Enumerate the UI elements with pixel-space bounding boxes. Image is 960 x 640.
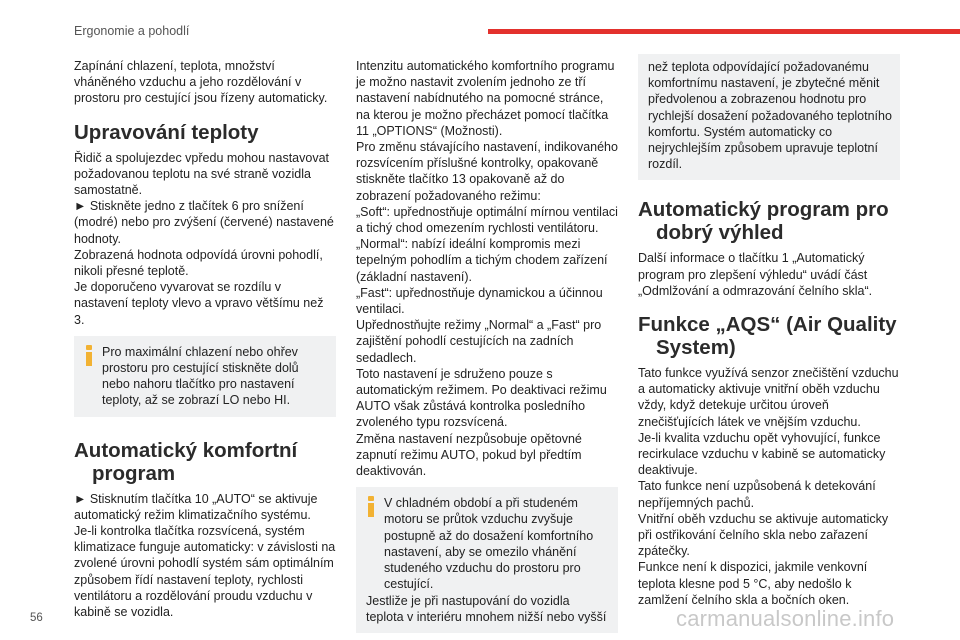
note-text: V chladném období a při studeném motoru se průtok vzduchu zvyšuje postupně až do dosažení komfortního nastavení, aby se omezilo vhánění studeného vzduchu do prostoru pro cestující. bbox=[384, 496, 594, 592]
note-text-continued: Jestliže je při nastupování do vozidla teplota v interiéru mnohem nižší nebo vyšší bbox=[366, 593, 607, 624]
column-middle bbox=[356, 58, 618, 633]
auto-paragraph-2: Je-li kontrolka tlačítka rozsvícená, systém klimatizace funguje automaticky: v závislosti na zvolené úrovni pohodlí systém sám optimálním způsobem řídí nastavení teploty, rychlosti ventilátoru a rozdělování proudu vzduchu v kabině se vozidla. bbox=[74, 524, 336, 620]
chapter-accent-bar bbox=[488, 29, 960, 34]
aqs-paragraph-2: Je-li kvalita vzduchu opět vyhovující, funkce recirkulace vzduchu v kabině se automaticky deaktivuje. bbox=[638, 430, 886, 478]
auto-paragraph-1: ► Stisknutím tlačítka 10 „AUTO“ se aktivuje automatický režim klimatizačního systému. bbox=[74, 491, 318, 522]
temp-paragraph-4: Je doporučeno vyvarovat se rozdílu v nastavení teploty vlevo a vpravo většímu než 3. bbox=[74, 280, 324, 327]
note-text: než teplota odpovídající požadovanému komfortnímu nastavení, je zbytečné měnit předvolenou a zobrazenou hodnotu pro rychlejší dosažení požadovaného teplotního komfortu. Systém automaticky co nejrychlejším způsobem upravuje teplotní rozdíl. bbox=[648, 60, 892, 172]
aqs-paragraph-4: Vnitřní oběh vzduchu se aktivuje automaticky při ostřikování čelního skla nebo zařazení zpátečky. bbox=[638, 511, 889, 559]
info-note-max-cooling bbox=[74, 336, 336, 417]
heading-temperature: Upravování teploty bbox=[74, 120, 259, 144]
column-left bbox=[74, 58, 336, 620]
visibility-paragraph: Další informace o tlačítku 1 „Automatický program pro zlepšení výhledu“ uvádí část „Odmlžování a odmrazování čelního skla“. bbox=[638, 251, 873, 298]
temp-paragraph-1: Řidič a spolujezdec vpředu mohou nastavovat požadovanou teplotu na své straně vozidla samostatně. bbox=[74, 150, 330, 198]
temp-paragraph-2: ► Stiskněte jedno z tlačítek 6 pro snížení (modré) nebo pro zvýšení (červené) nastavené hodnoty. bbox=[74, 199, 334, 246]
aqs-paragraph-1: Tato funkce využívá senzor znečištění vzduchu a automaticky aktivuje vnitřní oběh vzduchu vždy, když detekuje určitou úroveň znečišťujících látek ve vnějším vzduchu. bbox=[638, 366, 899, 429]
note-text: Pro maximální chlazení nebo ohřev prostoru pro cestující stiskněte dolů nebo nahoru tlačítko pro nastavení teploty, až se zobrazí LO nebo HI. bbox=[102, 344, 299, 408]
chapter-title: Ergonomie a pohodlí bbox=[74, 24, 190, 38]
temp-paragraph-3: Zobrazená hodnota odpovídá úrovni pohodlí, nikoli přesné teplotě. bbox=[74, 247, 323, 279]
auto-only-paragraph: Toto nastavení je sdruženo pouze s automatickým režimem. Po deaktivaci režimu AUTO však zůstává kontrolka posledního zvoleného typu rozsvícená. bbox=[356, 366, 607, 430]
intro-paragraph: Zapínání chlazení, teplota, množství vháněného vzduchu a jeho rozdělování v prostoru pro cestující jsou řízeny automaticky. bbox=[74, 59, 328, 106]
info-icon bbox=[84, 345, 94, 367]
change-mode-paragraph: Pro změnu stávajícího nastavení, indikovaného rozsvícením příslušné kontrolky, opakovaně stiskněte tlačítko 13 opakovaně až do zobrazení požadovaného režimu: bbox=[356, 140, 618, 203]
info-note-cold-season bbox=[356, 487, 618, 633]
no-reactivation-paragraph: Změna nastavení nezpůsobuje opětovné zapnutí režimu AUTO, pokud byl předtím deaktivován. bbox=[356, 431, 582, 479]
intensity-paragraph: Intenzitu automatického komfortního programu je možno nastavit zvolením jednoho ze tří nastavení nabídnutého na pomocné stránce, na kterou je možno přecházet pomocí tlačítka 11 „OPTIONS“ (Možnosti). bbox=[356, 59, 615, 138]
mode-normal: „Normal“: nabízí ideální kompromis mezi tepelným pohodlím a tichým chodem zařízení (základní nastavení). bbox=[356, 237, 608, 284]
watermark: carmanualsonline.info bbox=[676, 606, 895, 631]
heading-visibility: Automatický program pro dobrý výhled bbox=[638, 198, 889, 245]
prefer-modes-paragraph: Upřednostňujte režimy „Normal“ a „Fast“ pro zajištění pohodlí cestujících na zadních sedadlech. bbox=[356, 318, 602, 365]
page-number: 56 bbox=[30, 612, 43, 624]
info-note-continuation bbox=[638, 54, 900, 180]
mode-soft: „Soft“: upřednostňuje optimální mírnou ventilaci a tichý chod omezením rychlosti ventilátoru. bbox=[356, 204, 618, 236]
mode-fast: „Fast“: upřednostňuje dynamickou a účinnou ventilaci. bbox=[356, 285, 603, 317]
aqs-paragraph-3: Tato funkce není uzpůsobená k detekování nepříjemných pachů. bbox=[638, 479, 876, 510]
aqs-paragraph-5: Funkce není k dispozici, jakmile venkovní teplota klesne pod 5 °C, aby nedošlo k zamlžení čelního skla a bočních oken. bbox=[638, 560, 868, 607]
heading-aqs: Funkce „AQS“ (Air Quality System) bbox=[638, 313, 897, 360]
heading-auto-comfort: Automatický komfortní program bbox=[74, 438, 298, 485]
info-icon bbox=[366, 496, 376, 518]
column-right bbox=[638, 58, 900, 608]
